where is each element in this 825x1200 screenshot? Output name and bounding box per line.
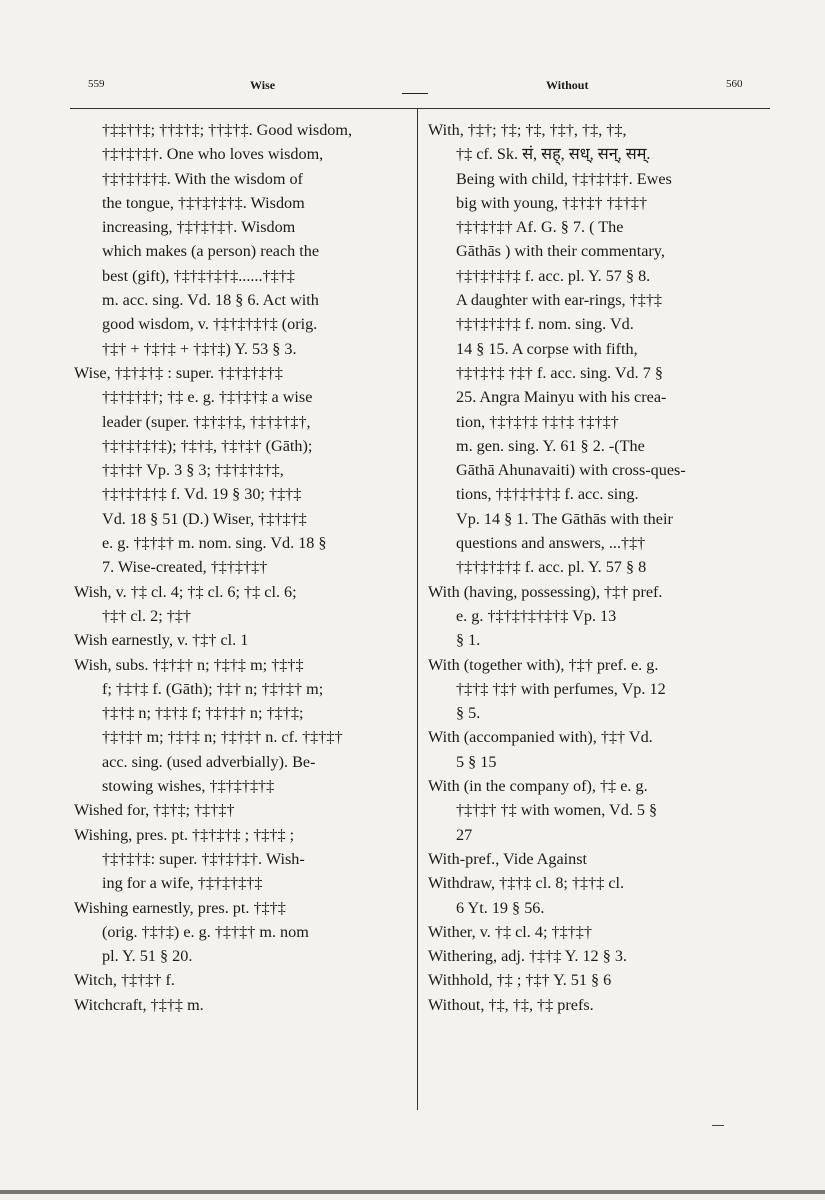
entry-line: Wish earnestly, v. †‡† cl. 1 xyxy=(74,631,249,650)
entry-line: questions and answers, ...†‡† xyxy=(456,534,646,553)
entry-line: 27 xyxy=(456,825,473,844)
entry-line: e. g. †‡†‡† m. nom. sing. Vd. 18 § xyxy=(102,534,327,553)
entry-line: †‡†‡†‡†; †‡ e. g. †‡†‡†‡ a wise xyxy=(102,388,313,407)
entry-line: With (accompanied with), †‡† Vd. xyxy=(428,728,653,747)
entry-line: †‡†‡†‡† Af. G. § 7. ( The xyxy=(456,218,624,237)
entry-line: Withhold, †‡ ; †‡† Y. 51 § 6 xyxy=(428,971,612,990)
entry-line: Without, †‡, †‡, †‡ prefs. xyxy=(428,995,594,1014)
entry-line: Witch, †‡†‡† f. xyxy=(74,971,175,990)
entry-line: § 5. xyxy=(456,704,481,723)
entry-line: best (gift), †‡†‡†‡†‡......†‡†‡ xyxy=(102,266,295,285)
left-header-word: Wise xyxy=(250,78,276,92)
right-header-word: Without xyxy=(546,78,589,92)
entry-line: ing for a wife, †‡†‡†‡†‡ xyxy=(102,874,263,893)
entry-line: m. gen. sing. Y. 61 § 2. -(The xyxy=(456,436,645,455)
entry-line: †‡†‡†‡: super. †‡†‡†‡†. Wish- xyxy=(102,849,305,868)
entry-line: (orig. †‡†‡) e. g. †‡†‡† m. nom xyxy=(102,922,309,941)
entry-line: A daughter with ear-rings, †‡†‡ xyxy=(456,291,663,310)
entry-line: With (together with), †‡† pref. e. g. xyxy=(428,655,659,674)
entry-line: big with young, †‡†‡† †‡†‡† xyxy=(456,193,648,212)
entry-line: Wither, v. †‡ cl. 4; †‡†‡† xyxy=(428,922,592,941)
entry-line: acc. sing. (used adverbially). Be- xyxy=(102,752,316,771)
page-edge xyxy=(0,1190,825,1194)
header-dash xyxy=(402,93,428,94)
right-page-number: 560 xyxy=(726,78,743,90)
entry-line: †‡‡††‡; ††‡†‡; ††‡†‡. Good wisdom, xyxy=(102,121,353,139)
entry-line: With, †‡†; †‡; †‡, †‡†, †‡, †‡, xyxy=(428,121,627,139)
entry-line: which makes (a person) reach the xyxy=(102,242,320,261)
entry-line: pl. Y. 51 § 20. xyxy=(102,947,193,966)
entry-line: 7. Wise-created, †‡†‡†‡† xyxy=(102,558,268,577)
entry-line: †‡† + †‡†‡ + †‡†‡) Y. 53 § 3. xyxy=(102,339,297,358)
entry-line: e. g. †‡†‡†‡†‡†‡ Vp. 13 xyxy=(456,606,617,625)
ink-mark xyxy=(712,1125,724,1126)
header-rule xyxy=(70,108,770,109)
entry-line: 14 § 15. A corpse with fifth, xyxy=(456,339,638,358)
entry-line: Vd. 18 § 51 (D.) Wiser, †‡†‡†‡ xyxy=(102,509,307,528)
entry-line: †‡†‡†‡†‡ f. Vd. 19 § 30; †‡†‡ xyxy=(102,485,302,504)
entry-line: With (having, possessing), †‡† pref. xyxy=(428,582,663,601)
column-divider xyxy=(417,108,418,1110)
left-page-number: 559 xyxy=(88,78,105,90)
entry-line: †‡†‡†‡†‡ f. acc. pl. Y. 57 § 8. xyxy=(456,266,651,285)
entry-line: †‡ cf. Sk. सं, सह्, सध्, सन्, सम्. xyxy=(456,145,651,164)
right-column xyxy=(428,118,740,1017)
entry-line: †‡†‡† †‡ with women, Vd. 5 § xyxy=(456,801,658,820)
entry-line: With (in the company of), †‡ e. g. xyxy=(428,777,648,796)
entry-line: stowing wishes, †‡†‡†‡†‡ xyxy=(102,777,275,796)
entry-line: Wishing, pres. pt. †‡†‡†‡ ; †‡†‡ ; xyxy=(74,825,295,844)
entry-line: †‡†‡†‡†‡); †‡†‡, †‡†‡† (Gāth); xyxy=(102,436,313,455)
entry-line: Wise, †‡†‡†‡ : super. †‡†‡†‡†‡ xyxy=(74,363,283,382)
entry-line: †‡†‡†‡†‡ f. acc. pl. Y. 57 § 8 xyxy=(456,558,647,577)
entry-line: tion, †‡†‡†‡ †‡†‡ †‡†‡† xyxy=(456,412,619,431)
left-column xyxy=(74,118,406,1017)
entry-line: m. acc. sing. Vd. 18 § 6. Act with xyxy=(102,291,319,310)
entry-line: § 1. xyxy=(456,631,481,650)
entry-line: 5 § 15 xyxy=(456,752,497,771)
entry-line: leader (super. †‡†‡†‡, †‡†‡†‡†, xyxy=(102,412,311,431)
entry-line: Withering, adj. †‡†‡ Y. 12 § 3. xyxy=(428,947,627,966)
entry-line: †‡†‡†‡†. One who loves wisdom, xyxy=(102,145,324,164)
entry-line: Wish, v. †‡ cl. 4; †‡ cl. 6; †‡ cl. 6; xyxy=(74,582,297,601)
entry-line: the tongue, †‡†‡†‡†‡. Wisdom xyxy=(102,193,305,212)
entry-line: Wished for, †‡†‡; †‡†‡† xyxy=(74,801,235,820)
entry-line: Wishing earnestly, pres. pt. †‡†‡ xyxy=(74,898,286,917)
entry-line: †‡†‡ n; †‡†‡ f; †‡†‡† n; †‡†‡; xyxy=(102,704,304,723)
entry-line: increasing, †‡†‡†‡†. Wisdom xyxy=(102,218,296,237)
entry-line: †‡†‡†‡†‡. With the wisdom of xyxy=(102,169,303,188)
entry-line: 6 Yt. 19 § 56. xyxy=(456,898,545,917)
entry-line: †‡†‡† Vp. 3 § 3; †‡†‡†‡†‡, xyxy=(102,461,284,480)
entry-line: With-pref., Vide Against xyxy=(428,849,588,868)
entry-line: †‡†‡†‡ †‡† f. acc. sing. Vd. 7 § xyxy=(456,363,663,382)
entry-line: †‡† cl. 2; †‡† xyxy=(102,606,192,625)
entry-line: †‡†‡†‡†‡ f. nom. sing. Vd. xyxy=(456,315,634,334)
entry-line: 25. Angra Mainyu with his crea- xyxy=(456,388,667,407)
entry-line: Gāthās ) with their commentary, xyxy=(456,242,665,261)
entry-line: f; †‡†‡ f. (Gāth); †‡† n; †‡†‡† m; xyxy=(102,679,324,698)
entry-line: Being with child, †‡†‡†‡†. Ewes xyxy=(456,169,672,188)
entry-line: Vp. 14 § 1. The Gāthās with their xyxy=(456,509,673,528)
entry-line: †‡†‡† m; †‡†‡ n; †‡†‡† n. cf. †‡†‡† xyxy=(102,728,343,747)
entry-line: Withdraw, †‡†‡ cl. 8; †‡†‡ cl. xyxy=(428,874,625,893)
entry-line: †‡†‡ †‡† with perfumes, Vp. 12 xyxy=(456,679,666,698)
entry-line: Gāthā Ahunavaiti) with cross-ques- xyxy=(456,461,686,480)
entry-line: good wisdom, v. †‡†‡†‡†‡ (orig. xyxy=(102,315,318,334)
entry-line: Wish, subs. †‡†‡† n; †‡†‡ m; †‡†‡ xyxy=(74,655,304,674)
entry-line: tions, †‡†‡†‡†‡ f. acc. sing. xyxy=(456,485,639,504)
entry-line: Witchcraft, †‡†‡ m. xyxy=(74,995,204,1014)
